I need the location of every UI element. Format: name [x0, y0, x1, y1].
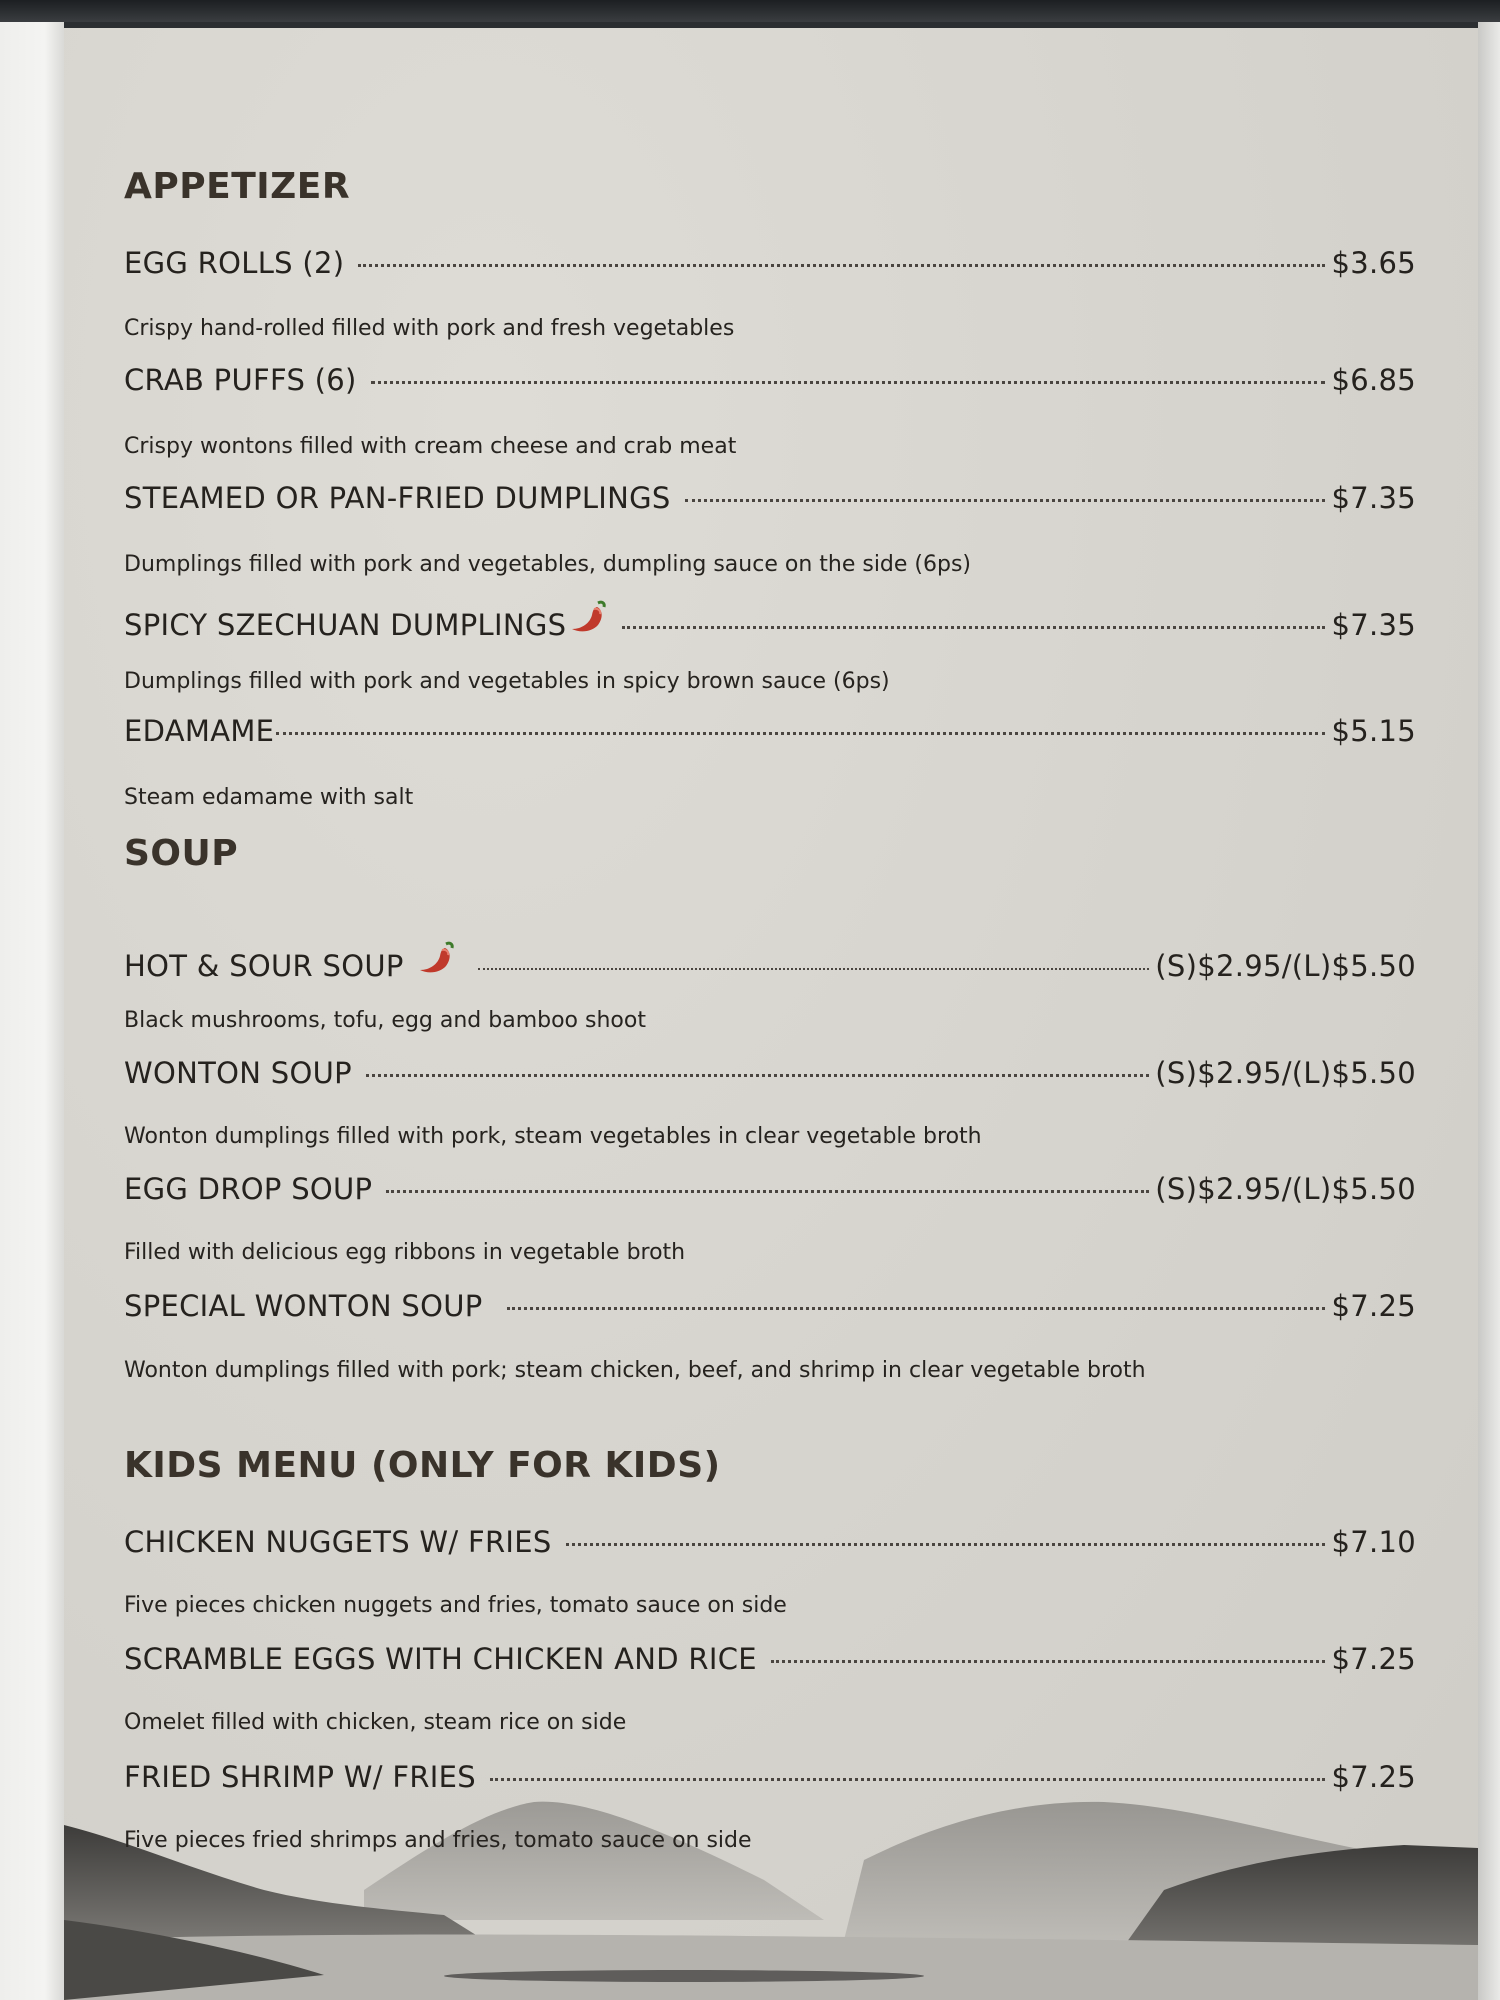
item-price: $7.25	[1331, 1760, 1416, 1794]
item-price: $7.35	[1331, 608, 1416, 642]
menu-item-fried-shrimp	[124, 1760, 1416, 1800]
item-name: STEAMED OR PAN-FRIED DUMPLINGS	[124, 481, 671, 515]
item-description: Omelet filled with chicken, steam rice on side	[124, 1710, 627, 1735]
item-price: $7.25	[1331, 1642, 1416, 1676]
item-price: $6.85	[1331, 363, 1416, 397]
dot-leader	[622, 626, 1325, 629]
menu-item-edamame	[124, 714, 1416, 754]
menu-item-crab-puffs	[124, 363, 1416, 403]
menu-item-chicken-nuggets	[124, 1525, 1416, 1565]
section-title-appetizer: APPETIZER	[124, 166, 351, 207]
dot-leader	[490, 1778, 1325, 1781]
item-name: SCRAMBLE EGGS WITH CHICKEN AND RICE	[124, 1642, 757, 1676]
item-name: SPECIAL WONTON SOUP	[124, 1289, 483, 1323]
item-price: $7.25	[1331, 1289, 1416, 1323]
item-description: Wonton dumplings filled with pork; steam chicken, beef, and shrimp in clear vegetable broth	[124, 1358, 1146, 1383]
item-name: HOT & SOUR SOUP	[124, 949, 404, 983]
item-price: $7.10	[1331, 1525, 1416, 1559]
menu-item-hot-sour-soup	[124, 940, 1416, 983]
item-price: $7.35	[1331, 481, 1416, 515]
dot-leader	[507, 1307, 1326, 1310]
dot-leader	[478, 968, 1150, 970]
menu-item-special-wonton-soup	[124, 1289, 1416, 1329]
page-edge-right	[1478, 22, 1500, 2000]
item-description: Crispy wontons filled with cream cheese and crab meat	[124, 434, 737, 459]
item-description: Filled with delicious egg ribbons in vegetable broth	[124, 1240, 686, 1265]
item-name: CRAB PUFFS (6)	[124, 363, 357, 397]
menu-page	[64, 28, 1478, 2000]
item-price: (S)$2.95/(L)$5.50	[1155, 1056, 1416, 1090]
item-name: EDAMAME	[124, 714, 275, 748]
menu-item-dumplings	[124, 481, 1416, 521]
item-name: EGG DROP SOUP	[124, 1172, 373, 1206]
item-description: Crispy hand-rolled filled with pork and fresh vegetables	[124, 316, 735, 341]
section-title-soup: SOUP	[124, 833, 239, 874]
dot-leader	[685, 499, 1326, 502]
chili-pepper-icon	[568, 599, 608, 635]
dot-leader	[276, 732, 1325, 735]
dot-leader	[358, 264, 1325, 267]
item-name: FRIED SHRIMP W/ FRIES	[124, 1760, 476, 1794]
dot-leader	[566, 1543, 1326, 1546]
item-description: Five pieces chicken nuggets and fries, tomato sauce on side	[124, 1593, 787, 1618]
item-price: $3.65	[1331, 246, 1416, 280]
item-description: Dumplings filled with pork and vegetables in spicy brown sauce (6ps)	[124, 669, 890, 694]
item-name: CHICKEN NUGGETS W/ FRIES	[124, 1525, 552, 1559]
menu-item-egg-rolls	[124, 246, 1416, 286]
item-description: Black mushrooms, tofu, egg and bamboo shoot	[124, 1008, 646, 1033]
dot-leader	[371, 381, 1326, 384]
menu-item-wonton-soup	[124, 1056, 1416, 1096]
item-description: Steam edamame with salt	[124, 785, 414, 810]
item-price: $5.15	[1331, 714, 1416, 748]
dot-leader	[366, 1074, 1149, 1077]
item-description: Dumplings filled with pork and vegetables, dumpling sauce on the side (6ps)	[124, 552, 972, 577]
table-edge-top	[0, 0, 1500, 22]
menu-item-scramble-eggs	[124, 1642, 1416, 1682]
item-name: EGG ROLLS (2)	[124, 246, 345, 280]
item-price: (S)$2.95/(L)$5.50	[1155, 949, 1416, 983]
item-description: Wonton dumplings filled with pork, steam vegetables in clear vegetable broth	[124, 1124, 982, 1149]
menu-item-egg-drop-soup	[124, 1172, 1416, 1212]
item-price: (S)$2.95/(L)$5.50	[1155, 1172, 1416, 1206]
item-name: SPICY SZECHUAN DUMPLINGS	[124, 608, 567, 642]
page-edge-left	[0, 22, 64, 2000]
section-title-kids-menu: KIDS MENU (ONLY FOR KIDS)	[124, 1445, 721, 1486]
dot-leader	[771, 1660, 1326, 1663]
chili-pepper-icon	[416, 940, 456, 976]
item-name: WONTON SOUP	[124, 1056, 352, 1090]
item-description: Five pieces fried shrimps and fries, tomato sauce on side	[124, 1828, 752, 1853]
menu-item-spicy-szechuan-dumplings	[124, 599, 1416, 642]
dot-leader	[386, 1190, 1149, 1193]
